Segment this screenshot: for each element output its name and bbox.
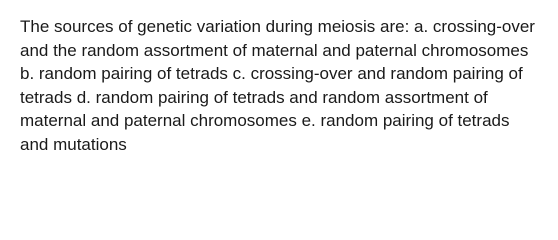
question-text: The sources of genetic variation during meiosis are: a. crossing-over and the random assortment of maternal and paternal chromosomes b. random pairing of tetrads c. crossing-over and random pairing of tetrads d. random pairing of tetrads and random assortment of maternal and paternal chromosomes e. random pairing of tetrads and mutations (20, 17, 535, 154)
